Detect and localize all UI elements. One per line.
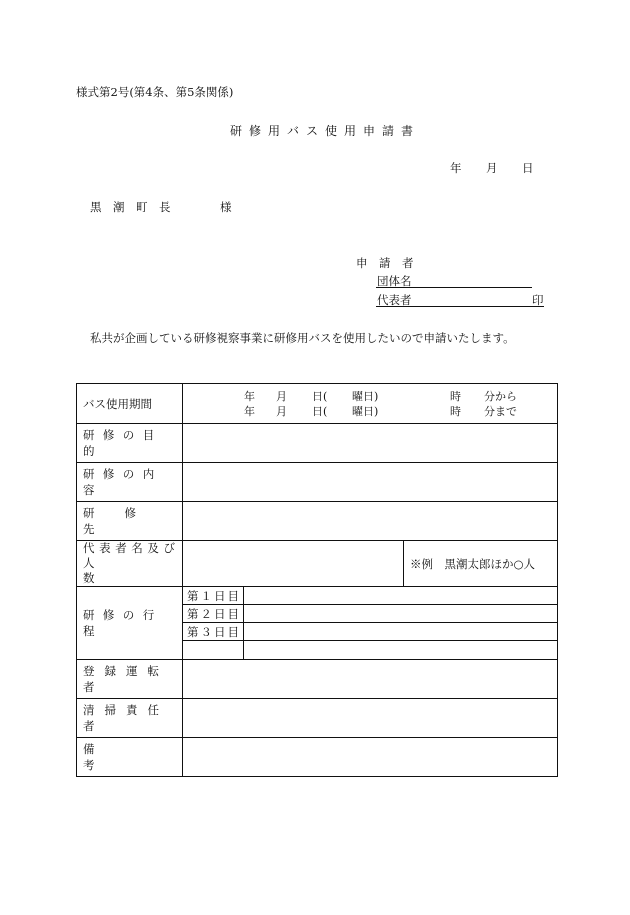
date-month: 月 <box>486 161 498 175</box>
purpose-label: 研修の目的 <box>77 424 183 463</box>
row-remarks <box>77 738 558 777</box>
end-hour: 時 <box>450 405 461 418</box>
group-name-line <box>376 287 532 288</box>
row-rep-count <box>77 541 558 587</box>
day-2-field[interactable] <box>244 605 558 623</box>
start-hour: 時 <box>450 390 461 403</box>
rep-count-label: 代表者名及び 人数 <box>77 541 183 587</box>
start-day: 日( <box>312 390 328 403</box>
content-field[interactable] <box>183 463 558 502</box>
addressee-name: 黒 潮 町 長 <box>90 200 171 214</box>
rep-example-cell <box>404 541 558 587</box>
period-label-text: バス使用期間 <box>83 396 152 411</box>
row-itinerary-day1 <box>77 587 558 605</box>
representative-line <box>376 306 544 307</box>
period-label <box>77 384 183 424</box>
end-year: 年 <box>244 405 255 418</box>
period-end-line <box>183 404 557 419</box>
row-content <box>77 463 558 502</box>
date-year: 年 <box>450 161 462 175</box>
start-minute: 分から <box>484 390 517 403</box>
row-drivers <box>77 660 558 699</box>
applicant-heading: 申 請 者 <box>356 256 414 270</box>
statement-text: 私共が企画している研修視察事業に研修用バスを使用したいので申請いたします。 <box>90 331 515 345</box>
end-day: 日( <box>312 405 328 418</box>
drivers-field[interactable] <box>183 660 558 699</box>
rep-count-field[interactable] <box>183 541 404 587</box>
content-label: 研修の内容 <box>77 463 183 502</box>
document-title: 研修用バス使用申請書 <box>230 124 421 138</box>
row-purpose <box>77 424 558 463</box>
row-destination <box>77 502 558 541</box>
drivers-label: 登録運転者 <box>77 660 183 699</box>
end-minute: 分まで <box>484 405 517 418</box>
start-year: 年 <box>244 390 255 403</box>
cleaning-label: 清掃責任者 <box>77 699 183 738</box>
form-number: 様式第2号(第4条、第5条関係) <box>76 85 234 99</box>
start-weekday: 曜日) <box>352 390 379 403</box>
rep-example-text: ※例 黒潮太郎ほか○人 <box>410 556 536 571</box>
day-extra-label[interactable] <box>183 641 244 660</box>
itinerary-label: 研修の行程 <box>77 587 183 660</box>
day-1-field[interactable] <box>244 587 558 605</box>
remarks-label: 備考 <box>77 738 183 777</box>
purpose-field[interactable] <box>183 424 558 463</box>
start-month: 月 <box>276 390 287 403</box>
end-month: 月 <box>276 405 287 418</box>
group-name-label: 団体名 <box>377 274 412 288</box>
end-weekday: 曜日) <box>352 405 379 418</box>
row-cleaning <box>77 699 558 738</box>
period-field[interactable] <box>183 384 558 424</box>
day-1-label: 第１日目 <box>183 587 244 605</box>
row-bus-period <box>77 384 558 424</box>
cleaning-field[interactable] <box>183 699 558 738</box>
day-extra-field[interactable] <box>244 641 558 660</box>
addressee-honorific: 様 <box>220 200 232 214</box>
day-3-field[interactable] <box>244 623 558 641</box>
day-3-label: 第３日目 <box>183 623 244 641</box>
representative-label: 代表者 <box>377 293 412 307</box>
date-day: 日 <box>522 161 534 175</box>
period-start-line <box>183 389 557 404</box>
seal-mark: 印 <box>532 293 544 307</box>
destination-field[interactable] <box>183 502 558 541</box>
day-2-label: 第２日目 <box>183 605 244 623</box>
destination-label: 研修先 <box>77 502 183 541</box>
remarks-field[interactable] <box>183 738 558 777</box>
application-table <box>76 383 558 777</box>
